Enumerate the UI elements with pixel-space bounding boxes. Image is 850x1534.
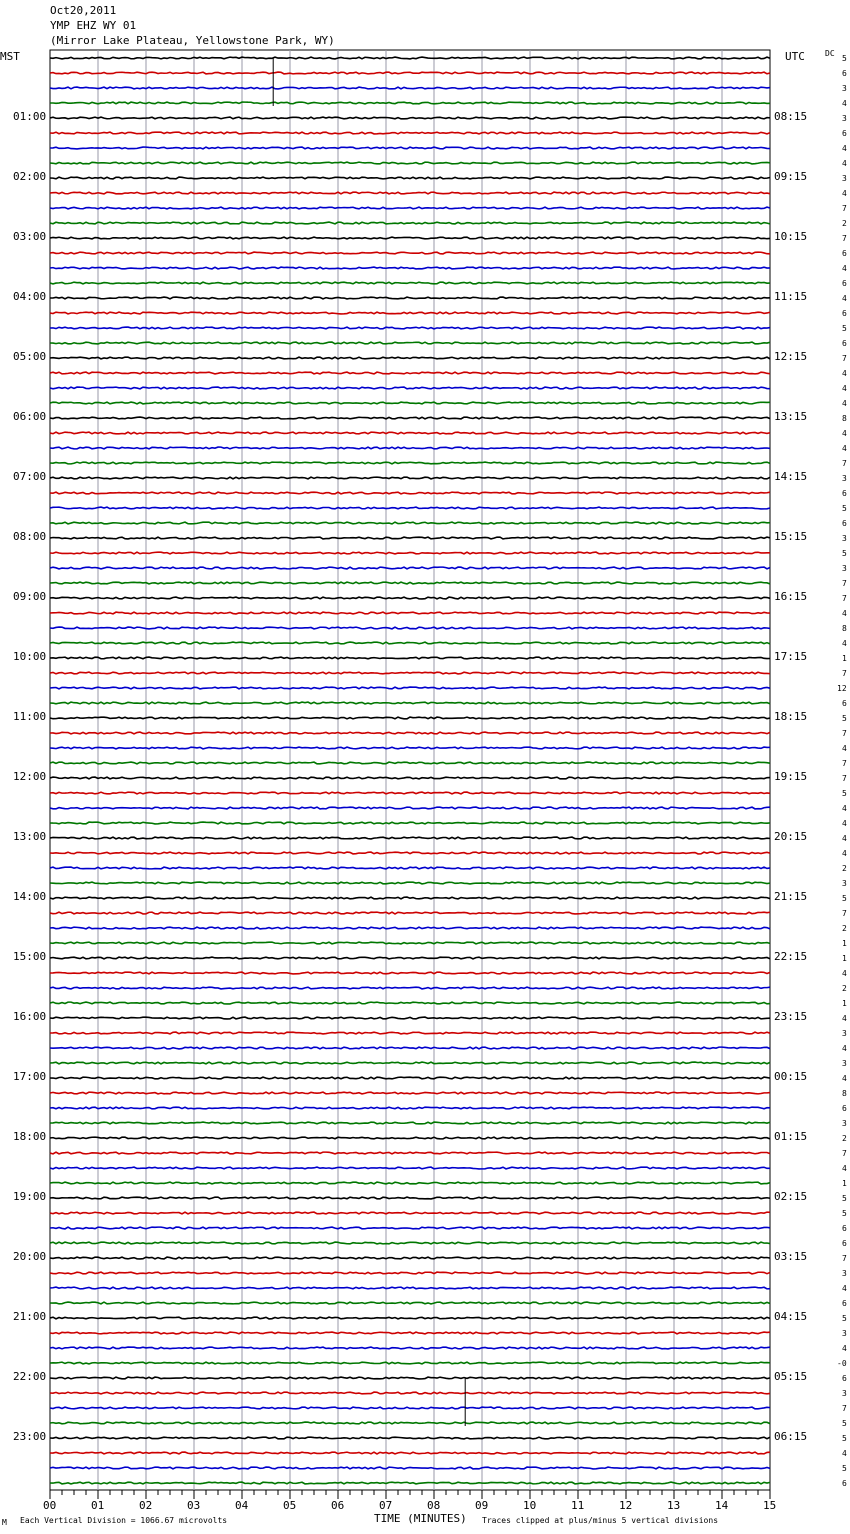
seismic-trace <box>50 1032 770 1034</box>
dc-offset-value: 1 <box>842 999 847 1008</box>
dc-offset-value: 6 <box>842 699 847 708</box>
seismic-trace <box>50 672 770 674</box>
seismic-trace <box>50 312 770 314</box>
seismic-trace <box>50 1107 770 1109</box>
seismic-trace <box>50 717 770 719</box>
x-tick-label: 08 <box>427 1499 441 1512</box>
dc-offset-value: 4 <box>842 1044 847 1053</box>
seismic-trace <box>50 387 770 389</box>
dc-offset-value: 6 <box>842 1299 847 1308</box>
mst-hour-label: 10:00 <box>13 650 47 663</box>
dc-offset-value: 4 <box>842 159 847 168</box>
dc-offset-value: 4 <box>842 639 847 648</box>
mst-hour-label: 11:00 <box>13 710 47 723</box>
x-tick-label: 07 <box>379 1499 393 1512</box>
dc-offset-value: 4 <box>842 609 847 618</box>
seismic-trace <box>50 897 770 899</box>
utc-hour-label: 16:15 <box>774 590 808 603</box>
dc-offset-value: 12 <box>837 684 847 693</box>
dc-offset-value: 7 <box>842 759 847 768</box>
seismic-trace <box>50 762 770 764</box>
seismic-trace <box>50 627 770 629</box>
mst-hour-label: 02:00 <box>13 170 47 183</box>
dc-offset-value: 4 <box>842 444 847 453</box>
seismic-trace <box>50 72 770 74</box>
dc-offset-value: 4 <box>842 1074 847 1083</box>
seismic-trace <box>50 282 770 284</box>
dc-offset-value: 4 <box>842 1284 847 1293</box>
dc-offset-value: 7 <box>842 579 847 588</box>
seismic-trace <box>50 432 770 434</box>
seismic-trace <box>50 342 770 344</box>
mst-hour-label: 14:00 <box>13 890 47 903</box>
seismic-trace <box>50 492 770 494</box>
dc-offset-value: 3 <box>842 174 847 183</box>
seismic-trace <box>50 1482 770 1484</box>
x-tick-label: 06 <box>331 1499 345 1512</box>
dc-offset-value: 3 <box>842 534 847 543</box>
seismic-trace <box>50 372 770 374</box>
dc-offset-value: 4 <box>842 834 847 843</box>
x-tick-label: 04 <box>235 1499 249 1512</box>
seismic-trace <box>50 852 770 854</box>
seismic-trace <box>50 1077 770 1079</box>
mst-hour-label: 05:00 <box>13 350 47 363</box>
utc-hour-label: 10:15 <box>774 230 808 243</box>
seismic-trace <box>50 1392 770 1394</box>
x-tick-label: 10 <box>523 1499 537 1512</box>
dc-offset-value: 3 <box>842 1059 847 1068</box>
seismic-trace <box>50 402 770 404</box>
right-timezone-label: UTC <box>785 50 805 63</box>
seismic-trace <box>50 1242 770 1244</box>
seismic-trace <box>50 567 770 569</box>
dc-offset-value: 5 <box>842 504 847 513</box>
dc-offset-value: 6 <box>842 279 847 288</box>
seismic-trace <box>50 1212 770 1214</box>
seismic-trace <box>50 687 770 689</box>
dc-offset-value: 6 <box>842 1239 847 1248</box>
seismic-trace <box>50 507 770 509</box>
dc-offset-value: 7 <box>842 234 847 243</box>
seismic-trace <box>50 702 770 704</box>
mst-hour-label: 21:00 <box>13 1310 47 1323</box>
mst-hour-label: 07:00 <box>13 470 47 483</box>
dc-offset-value: 5 <box>842 1194 847 1203</box>
dc-offset-value: 7 <box>842 459 847 468</box>
dc-offset-value: 1 <box>842 1179 847 1188</box>
dc-offset-value: 6 <box>842 249 847 258</box>
x-axis-title: TIME (MINUTES) <box>374 1512 467 1525</box>
dc-offset-value: 7 <box>842 1404 847 1413</box>
seismic-trace <box>50 477 770 479</box>
dc-offset-value: 5 <box>842 714 847 723</box>
dc-offset-value: 4 <box>842 294 847 303</box>
dc-offset-value: 5 <box>842 1314 847 1323</box>
x-tick-label: 15 <box>763 1499 777 1512</box>
seismic-trace <box>50 1332 770 1334</box>
dc-offset-value: 5 <box>842 894 847 903</box>
utc-hour-label: 15:15 <box>774 530 808 543</box>
seismic-trace <box>50 132 770 134</box>
left-timezone-label: MST <box>0 50 20 63</box>
seismic-trace <box>50 882 770 884</box>
mst-hour-label: 03:00 <box>13 230 47 243</box>
seismic-trace <box>50 1182 770 1184</box>
dc-offset-value: 2 <box>842 864 847 873</box>
seismic-trace <box>50 327 770 329</box>
seismic-trace <box>50 552 770 554</box>
utc-hour-label: 01:15 <box>774 1130 808 1143</box>
x-tick-label: 14 <box>715 1499 729 1512</box>
dc-offset-value: 7 <box>842 594 847 603</box>
station-location: (Mirror Lake Plateau, Yellowstone Park, WY) <box>50 34 335 47</box>
dc-offset-value: 7 <box>842 1254 847 1263</box>
utc-hour-label: 21:15 <box>774 890 808 903</box>
seismic-trace <box>50 1287 770 1289</box>
dc-offset-value: 3 <box>842 114 847 123</box>
mst-hour-label: 20:00 <box>13 1250 47 1263</box>
mst-hour-label: 13:00 <box>13 830 47 843</box>
dc-offset-header: DC <box>825 49 835 58</box>
mst-hour-label: 16:00 <box>13 1010 47 1023</box>
dc-offset-value: 2 <box>842 1134 847 1143</box>
mst-hour-label: 15:00 <box>13 950 47 963</box>
dc-offset-value: 3 <box>842 1029 847 1038</box>
dc-offset-value: 6 <box>842 519 847 528</box>
seismic-trace <box>50 1017 770 1019</box>
dc-offset-value: 6 <box>842 129 847 138</box>
dc-offset-value: 1 <box>842 954 847 963</box>
utc-hour-label: 18:15 <box>774 710 808 723</box>
dc-offset-value: 3 <box>842 84 847 93</box>
dc-offset-value: 4 <box>842 144 847 153</box>
utc-hour-label: 00:15 <box>774 1070 808 1083</box>
dc-offset-value: 3 <box>842 1329 847 1338</box>
seismic-trace <box>50 417 770 419</box>
dc-offset-value: 8 <box>842 414 847 423</box>
seismic-trace <box>50 1437 770 1439</box>
dc-offset-value: 6 <box>842 309 847 318</box>
seismic-trace <box>50 1302 770 1304</box>
utc-hour-label: 19:15 <box>774 770 808 783</box>
x-tick-label: 02 <box>139 1499 153 1512</box>
seismic-trace <box>50 1062 770 1064</box>
seismic-trace <box>50 642 770 644</box>
seismic-trace <box>50 747 770 749</box>
dc-offset-value: 2 <box>842 984 847 993</box>
x-tick-label: 01 <box>91 1499 105 1512</box>
x-tick-label: 03 <box>187 1499 201 1512</box>
seismic-trace <box>50 927 770 929</box>
dc-offset-value: 1 <box>842 654 847 663</box>
seismic-trace <box>50 1272 770 1274</box>
dc-offset-value: 7 <box>842 729 847 738</box>
seismic-trace <box>50 192 770 194</box>
dc-offset-value: 5 <box>842 549 847 558</box>
dc-offset-value: 4 <box>842 1014 847 1023</box>
dc-offset-value: 6 <box>842 1104 847 1113</box>
seismic-trace <box>50 1257 770 1259</box>
dc-offset-value: 4 <box>842 849 847 858</box>
utc-hour-label: 20:15 <box>774 830 808 843</box>
seismic-trace <box>50 1467 770 1469</box>
seismic-trace <box>50 957 770 959</box>
dc-offset-value: 6 <box>842 339 847 348</box>
dc-offset-value: 4 <box>842 1449 847 1458</box>
dc-offset-value: 7 <box>842 204 847 213</box>
utc-hour-label: 09:15 <box>774 170 808 183</box>
mst-hour-label: 22:00 <box>13 1370 47 1383</box>
utc-hour-label: 04:15 <box>774 1310 808 1323</box>
mst-hour-label: 17:00 <box>13 1070 47 1083</box>
seismic-trace <box>50 102 770 104</box>
seismic-trace <box>50 582 770 584</box>
dc-offset-value: 3 <box>842 474 847 483</box>
seismic-trace <box>50 447 770 449</box>
seismic-trace <box>50 657 770 659</box>
dc-offset-value: 4 <box>842 1344 847 1353</box>
dc-offset-value: 8 <box>842 1089 847 1098</box>
seismic-trace <box>50 1362 770 1364</box>
seismic-trace <box>50 597 770 599</box>
seismic-trace <box>50 207 770 209</box>
dc-offset-value: 5 <box>842 789 847 798</box>
seismic-trace <box>50 1167 770 1169</box>
seismic-trace <box>50 1422 770 1424</box>
seismic-trace <box>50 972 770 974</box>
mst-hour-label: 09:00 <box>13 590 47 603</box>
seismic-trace <box>50 1317 770 1319</box>
seismic-trace <box>50 117 770 119</box>
seismic-trace <box>50 807 770 809</box>
dc-offset-value: 3 <box>842 1389 847 1398</box>
dc-offset-value: 6 <box>842 489 847 498</box>
dc-offset-value: 5 <box>842 1434 847 1443</box>
dc-offset-value: 4 <box>842 264 847 273</box>
dc-offset-value: 5 <box>842 54 847 63</box>
seismic-trace <box>50 1452 770 1454</box>
dc-offset-value: 1 <box>842 939 847 948</box>
dc-offset-value: 7 <box>842 1149 847 1158</box>
seismic-trace <box>50 1227 770 1229</box>
utc-hour-label: 06:15 <box>774 1430 808 1443</box>
dc-offset-value: 4 <box>842 189 847 198</box>
utc-hour-label: 12:15 <box>774 350 808 363</box>
dc-offset-value: 4 <box>842 744 847 753</box>
dc-offset-value: 6 <box>842 1479 847 1488</box>
dc-offset-value: 4 <box>842 384 847 393</box>
dc-offset-value: 8 <box>842 624 847 633</box>
dc-offset-value: 3 <box>842 879 847 888</box>
seismic-trace <box>50 942 770 944</box>
seismic-trace <box>50 777 770 779</box>
x-tick-label: 05 <box>283 1499 297 1512</box>
seismic-trace <box>50 87 770 89</box>
mst-hour-label: 19:00 <box>13 1190 47 1203</box>
dc-offset-value: 4 <box>842 369 847 378</box>
seismic-trace <box>50 222 770 224</box>
utc-hour-label: 23:15 <box>774 1010 808 1023</box>
utc-hour-label: 05:15 <box>774 1370 808 1383</box>
seismic-trace <box>50 867 770 869</box>
dc-offset-value: 6 <box>842 1374 847 1383</box>
dc-offset-value: 4 <box>842 804 847 813</box>
dc-offset-value: 3 <box>842 564 847 573</box>
seismic-trace <box>50 252 770 254</box>
utc-hour-label: 02:15 <box>774 1190 808 1203</box>
utc-hour-label: 17:15 <box>774 650 808 663</box>
seismic-trace <box>50 837 770 839</box>
dc-offset-value: 5 <box>842 1419 847 1428</box>
seismic-trace <box>50 1407 770 1409</box>
dc-offset-value: 4 <box>842 99 847 108</box>
mst-hour-label: 08:00 <box>13 530 47 543</box>
seismic-trace <box>50 1122 770 1124</box>
seismic-trace <box>50 1377 770 1379</box>
seismic-trace <box>50 57 770 59</box>
mst-hour-label: 01:00 <box>13 110 47 123</box>
mst-hour-label: 12:00 <box>13 770 47 783</box>
dc-offset-value: 6 <box>842 69 847 78</box>
seismic-trace <box>50 1002 770 1004</box>
utc-hour-label: 03:15 <box>774 1250 808 1263</box>
dc-offset-value: 7 <box>842 909 847 918</box>
dc-offset-value: 5 <box>842 1464 847 1473</box>
seismic-trace <box>50 1137 770 1139</box>
utc-hour-label: 13:15 <box>774 410 808 423</box>
dc-offset-value: 7 <box>842 669 847 678</box>
seismic-trace <box>50 732 770 734</box>
seismic-trace <box>50 1347 770 1349</box>
seismic-trace <box>50 1197 770 1199</box>
dc-offset-value: 4 <box>842 399 847 408</box>
plot-date: Oct20,2011 <box>50 4 117 17</box>
dc-offset-value: 3 <box>842 1119 847 1128</box>
dc-offset-value: 4 <box>842 819 847 828</box>
scale-note: Each Vertical Division = 1066.67 microvolts <box>20 1516 228 1525</box>
mst-hour-label: 23:00 <box>13 1430 47 1443</box>
seismic-trace <box>50 267 770 269</box>
seismic-trace <box>50 162 770 164</box>
utc-hour-label: 11:15 <box>774 290 808 303</box>
dc-offset-value: 4 <box>842 969 847 978</box>
seismic-trace <box>50 237 770 239</box>
x-tick-label: 00 <box>43 1499 57 1512</box>
dc-offset-value: 7 <box>842 774 847 783</box>
seismic-trace <box>50 1047 770 1049</box>
dc-offset-value: 3 <box>842 1269 847 1278</box>
dc-offset-value: 7 <box>842 354 847 363</box>
seismic-trace <box>50 522 770 524</box>
seismic-trace <box>50 612 770 614</box>
x-tick-label: 09 <box>475 1499 489 1512</box>
x-tick-label: 13 <box>667 1499 681 1512</box>
mst-hour-label: 06:00 <box>13 410 47 423</box>
dc-offset-value: 2 <box>842 924 847 933</box>
seismic-trace <box>50 912 770 914</box>
x-tick-label: 11 <box>571 1499 585 1512</box>
seismic-trace <box>50 822 770 824</box>
seismic-trace <box>50 1152 770 1154</box>
dc-offset-value: 5 <box>842 324 847 333</box>
clip-note: Traces clipped at plus/minus 5 vertical divisions <box>482 1516 719 1525</box>
dc-offset-value: 6 <box>842 1224 847 1233</box>
mst-hour-label: 04:00 <box>13 290 47 303</box>
seismic-trace <box>50 987 770 989</box>
utc-hour-label: 14:15 <box>774 470 808 483</box>
utc-hour-label: 08:15 <box>774 110 808 123</box>
corner-mark: M <box>2 1518 7 1527</box>
utc-hour-label: 22:15 <box>774 950 808 963</box>
dc-offset-value: 4 <box>842 429 847 438</box>
x-tick-label: 12 <box>619 1499 633 1512</box>
dc-offset-value: 4 <box>842 1164 847 1173</box>
seismic-trace <box>50 537 770 539</box>
seismic-trace <box>50 1092 770 1094</box>
seismic-trace <box>50 297 770 299</box>
seismic-trace <box>50 462 770 464</box>
seismic-trace <box>50 357 770 359</box>
dc-offset-value: 5 <box>842 1209 847 1218</box>
seismic-trace <box>50 147 770 149</box>
dc-offset-value: 2 <box>842 219 847 228</box>
seismic-trace <box>50 177 770 179</box>
dc-offset-value: -0 <box>837 1359 847 1368</box>
station-code: YMP EHZ WY 01 <box>50 19 137 32</box>
seismic-trace <box>50 792 770 794</box>
mst-hour-label: 18:00 <box>13 1130 47 1143</box>
